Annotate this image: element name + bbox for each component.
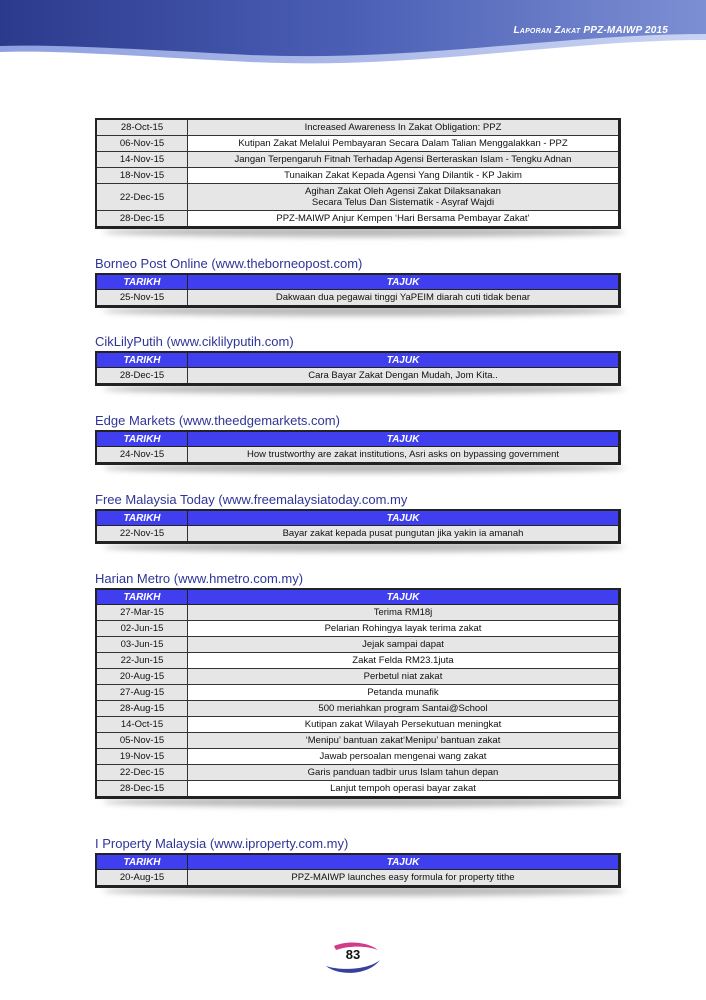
table-row: [96, 765, 620, 781]
date-cell: 06-Nov-15: [96, 136, 188, 152]
date-cell: 22-Dec-15: [96, 184, 188, 211]
title-cell: PPZ-MAIWP Anjur Kempen ‘Hari Bersama Pembayar Zakat’: [188, 211, 620, 228]
table-row: [96, 749, 620, 765]
date-cell: 25-Nov-15: [96, 290, 188, 307]
title-cell: Increased Awareness In Zakat Obligation: PPZ: [188, 119, 620, 136]
news-table: [95, 509, 621, 544]
table-header-row: [96, 352, 620, 368]
source-heading: CikLilyPutih (www.ciklilyputih.com): [95, 334, 294, 349]
continued-news-section: [95, 118, 621, 229]
title-cell: Jejak sampai dapat: [188, 637, 620, 653]
title-cell: Cara Bayar Zakat Dengan Mudah, Jom Kita..: [188, 368, 620, 385]
title-column-header: TAJUK: [188, 352, 620, 368]
table-row: [96, 637, 620, 653]
table-row: [96, 136, 620, 152]
date-column-header: TARIKH: [96, 274, 188, 290]
table-row: [96, 653, 620, 669]
page-number-badge: [324, 940, 382, 974]
table-header-row: [96, 274, 620, 290]
table-row: [96, 184, 620, 211]
date-cell: 14-Nov-15: [96, 152, 188, 168]
date-cell: 27-Aug-15: [96, 685, 188, 701]
date-cell: 28-Dec-15: [96, 211, 188, 228]
date-cell: 28-Dec-15: [96, 368, 188, 385]
date-cell: 03-Jun-15: [96, 637, 188, 653]
title-cell: Terima RM18j: [188, 605, 620, 621]
date-cell: 28-Aug-15: [96, 701, 188, 717]
table-row: [96, 701, 620, 717]
title-column-header: TAJUK: [188, 854, 620, 870]
news-source-section: [95, 256, 621, 308]
title-cell: Lanjut tempoh operasi bayar zakat: [188, 781, 620, 798]
table-header-row: [96, 431, 620, 447]
table-row: [96, 447, 620, 464]
source-heading: I Property Malaysia (www.iproperty.com.my): [95, 836, 349, 851]
date-column-header: TARIKH: [96, 854, 188, 870]
date-column-header: TARIKH: [96, 589, 188, 605]
title-cell: Bayar zakat kepada pusat pungutan jika yakin ia amanah: [188, 526, 620, 543]
news-table-wrap: [95, 273, 621, 308]
table-row: [96, 717, 620, 733]
date-cell: 02-Jun-15: [96, 621, 188, 637]
date-cell: 28-Dec-15: [96, 781, 188, 798]
news-table: [95, 273, 621, 308]
title-cell: Pelarian Rohingya layak terima zakat: [188, 621, 620, 637]
title-line-1: Agihan Zakat Oleh Agensi Zakat Dilaksanakan: [305, 186, 501, 197]
table-row: [96, 368, 620, 385]
table-header-row: [96, 854, 620, 870]
title-cell: Garis panduan tadbir urus Islam tahun depan: [188, 765, 620, 781]
news-table: [95, 853, 621, 888]
table-row: [96, 781, 620, 798]
table-row: [96, 621, 620, 637]
title-cell: Kutipan zakat Wilayah Persekutuan meningkat: [188, 717, 620, 733]
date-column-header: TARIKH: [96, 352, 188, 368]
date-cell: 18-Nov-15: [96, 168, 188, 184]
date-cell: 24-Nov-15: [96, 447, 188, 464]
news-table-wrap: [95, 509, 621, 544]
news-table: [95, 430, 621, 465]
report-header-title: Laporan Zakat PPZ-MAIWP 2015: [513, 25, 668, 36]
title-cell: Zakat Felda RM23.1juta: [188, 653, 620, 669]
title-column-header: TAJUK: [188, 431, 620, 447]
table-row: [96, 290, 620, 307]
title-column-header: TAJUK: [188, 510, 620, 526]
date-cell: 27-Mar-15: [96, 605, 188, 621]
table-header-row: [96, 589, 620, 605]
news-table-wrap: [95, 588, 621, 799]
news-source-section: [95, 334, 621, 386]
title-column-header: TAJUK: [188, 589, 620, 605]
source-heading: Edge Markets (www.theedgemarkets.com): [95, 413, 340, 428]
table-row: [96, 669, 620, 685]
news-table-wrap: [95, 351, 621, 386]
table-row: [96, 605, 620, 621]
date-cell: 22-Jun-15: [96, 653, 188, 669]
news-source-section: [95, 492, 621, 544]
news-source-section: [95, 413, 621, 465]
title-cell: Dakwaan dua pegawai tinggi YaPEIM diarah cuti tidak benar: [188, 290, 620, 307]
table-row: [96, 211, 620, 228]
source-heading: Borneo Post Online (www.theborneopost.com): [95, 256, 363, 271]
date-cell: 14-Oct-15: [96, 717, 188, 733]
title-cell: How trustworthy are zakat institutions, Asri asks on bypassing government: [188, 447, 620, 464]
news-table-wrap: [95, 430, 621, 465]
table-row: [96, 119, 620, 136]
title-cell: Petanda munafik: [188, 685, 620, 701]
title-line-2: Secara Telus Dan Sistematik - Asyraf Wajdi: [311, 197, 495, 208]
date-cell: 19-Nov-15: [96, 749, 188, 765]
table-row: [96, 526, 620, 543]
date-cell: 05-Nov-15: [96, 733, 188, 749]
header-band: [0, 0, 706, 70]
date-column-header: TARIKH: [96, 510, 188, 526]
table-row: [96, 870, 620, 887]
continued-news-table: [95, 118, 621, 229]
title-cell: PPZ-MAIWP launches easy formula for property tithe: [188, 870, 620, 887]
continued-news-table-wrap: [95, 118, 621, 229]
date-cell: 22-Dec-15: [96, 765, 188, 781]
title-cell: Jangan Terpengaruh Fitnah Terhadap Agensi Berteraskan Islam - Tengku Adnan: [188, 152, 620, 168]
source-heading: Harian Metro (www.hmetro.com.my): [95, 571, 304, 586]
title-cell: Perbetul niat zakat: [188, 669, 620, 685]
title-cell: Tunaikan Zakat Kepada Agensi Yang Dilantik - KP Jakim: [188, 168, 620, 184]
table-row: [96, 168, 620, 184]
news-table: [95, 351, 621, 386]
table-row: [96, 685, 620, 701]
title-cell: ‘Menipu’ bantuan zakat‘Menipu’ bantuan zakat: [188, 733, 620, 749]
page-number: 83: [345, 947, 361, 962]
date-cell: 20-Aug-15: [96, 870, 188, 887]
news-source-section: [95, 571, 621, 799]
title-cell: [188, 184, 620, 211]
source-heading: Free Malaysia Today (www.freemalaysiatoday.com.my: [95, 492, 408, 507]
date-cell: 28-Oct-15: [96, 119, 188, 136]
title-cell: 500 meriahkan program Santai@School: [188, 701, 620, 717]
news-table: [95, 588, 621, 799]
date-column-header: TARIKH: [96, 431, 188, 447]
title-cell: Kutipan Zakat Melalui Pembayaran Secara Dalam Talian Menggalakkan - PPZ: [188, 136, 620, 152]
table-row: [96, 152, 620, 168]
date-cell: 22-Nov-15: [96, 526, 188, 543]
news-source-section: [95, 836, 621, 888]
title-cell: Jawab persoalan mengenai wang zakat: [188, 749, 620, 765]
title-column-header: TAJUK: [188, 274, 620, 290]
date-cell: 20-Aug-15: [96, 669, 188, 685]
table-header-row: [96, 510, 620, 526]
table-row: [96, 733, 620, 749]
news-table-wrap: [95, 853, 621, 888]
